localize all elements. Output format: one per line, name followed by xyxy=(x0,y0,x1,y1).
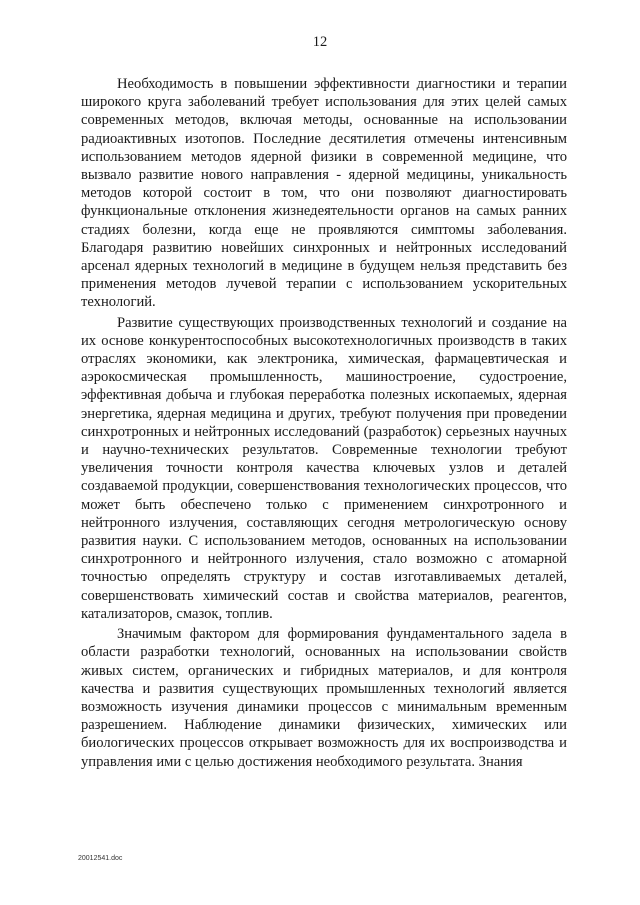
page-number: 12 xyxy=(312,34,328,50)
paragraph-process-dynamics: Значимым фактором для формирования фундаментального задела в области разработки технологий, основанных на использовании свойств живых систем, органических и гибридных материалов, и для контроля качества и развития существующих промышленных технологий является возможность изучения динамики процессов с минимальным временным разрешением. Наблюдение динамики физических, химических или биологических процессов открывает возможность для их воспроизводства и управления ими с целью достижения необходимого результата. Знания xyxy=(81,626,567,770)
paragraph-production-technologies: Развитие существующих производственных технологий и создание на их основе конкурентоспособных высокотехнологичных производств в таких отраслях экономики, как электроника, химическая, фармацевтическая и аэрокосмическая промышленность, машиностроение, судостроение, эффективная добыча и глубокая переработка полезных ископаемых, ядерная энергетика, ядерная медицина и других, требуют получения при проведении синхротронных и нейтронных исследований (разработок) серьезных научных и научно-технических результатов. Современные технологии требуют увеличения точности контроля качества ключевых узлов и деталей создаваемой продукции, совершенствования технологических процессов, что может быть обеспечено только с применением синхротронного и нейтронного излучения, составляющих сегодня метрологическую основу развития науки. С использованием методов, основанных на использовании синхротронного и нейтронного излучения, стало возможно с атомарной точностью определять структуру и состав изготавливаемых деталей, совершенствовать химический состав и свойства материалов, реагентов, катализаторов, смазок, топлив. xyxy=(81,314,567,622)
footer-file-name: 20012541.doc xyxy=(78,855,123,862)
document-body xyxy=(81,75,567,773)
paragraph-nuclear-medicine: Необходимость в повышении эффективности диагностики и терапии широкого круга заболеваний требует использования для этих целей самых современных методов, включая методы, основанные на использовании радиоактивных изотопов. Последние десятилетия отмечены интенсивным использованием методов ядерной физики в современной медицине, что вызвало развитие нового направления - ядерной медицины, уникальность методов которой состоит в том, что они позволяют диагностировать функциональные отклонения жизнедеятельности органов на самых ранних стадиях болезни, когда еще не проявляются симптомы заболевания. Благодаря развитию новейших синхронных и нейтронных исследований арсенал ядерных технологий в медицине в будущем нельзя представить без применения методов лучевой терапии с использованием ускорительных технологий. xyxy=(81,76,567,311)
